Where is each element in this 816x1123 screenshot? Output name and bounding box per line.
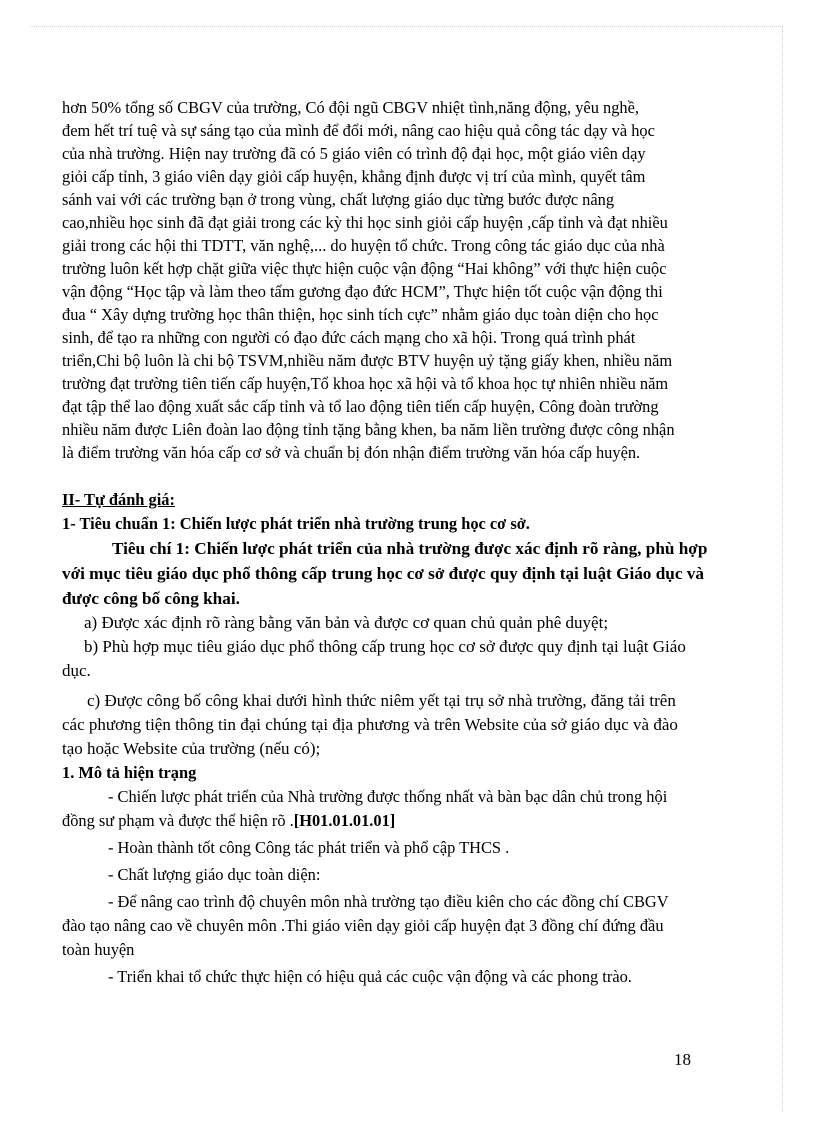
item-c <box>62 689 762 761</box>
intro-line: đua “ Xây dựng trường học thân thiện, học sinh tích cực” nhằm giáo dục toàn diện cho học <box>62 305 659 324</box>
intro-line: sinh, để tạo ra những con người có đạo đức cách mạng cho xã hội. Trong quá trình phát <box>62 328 636 347</box>
status-paragraph-5: - Triển khai tổ chức thực hiện có hiệu quả các cuộc vận động và các phong trào. <box>108 967 632 986</box>
page-number: 18 <box>674 1050 691 1069</box>
item-b <box>62 635 762 683</box>
standard-heading: 1- Tiêu chuẩn 1: Chiến lược phát triển nhà trường trung học cơ sở. <box>62 514 530 533</box>
section-heading: II- Tự đánh giá: <box>62 490 175 509</box>
intro-line: vận động “Học tập và làm theo tấm gương đạo đức HCM”, Thực hiện tốt cuộc vận động thi <box>62 282 663 301</box>
intro-paragraph <box>62 96 762 464</box>
status-paragraph-1 <box>62 785 762 833</box>
intro-line: triển,Chi bộ luôn là chi bộ TSVM,nhiều năm được BTV huyện uỷ tặng giấy khen, nhiều năm <box>62 351 673 370</box>
status-line <box>62 809 762 833</box>
intro-line: là điểm trường văn hóa cấp cơ sở và chuẩn bị đón nhận điểm trường văn hóa cấp huyện. <box>62 443 641 462</box>
item-c-line: c) Được công bố công khai dưới hình thức niêm yết tại trụ sở nhà trường, đăng tải trên <box>87 691 676 710</box>
item-c-line: các phương tiện thông tin đại chúng tại địa phương và trên Website của sở giáo dục và đào <box>62 715 678 734</box>
status-line: toàn huyện <box>62 940 135 959</box>
status-line: đào tạo nâng cao về chuyên môn .Thi giáo viên dạy giỏi cấp huyện đạt 3 đồng chí đứng đầu <box>62 916 664 935</box>
intro-line: đạt tập thể lao động xuất sắc cấp tỉnh và tổ lao động tiên tiến cấp huyện, Công đoàn trường <box>62 397 659 416</box>
intro-line: nhiều năm được Liên đoàn lao động tỉnh tặng bằng khen, ba năm liền trường được công nhận <box>62 420 675 439</box>
criterion-block <box>62 536 762 611</box>
intro-line: sánh vai với các trường bạn ở trong vùng, chất lượng giáo dục từng bước được nâng <box>62 190 615 209</box>
criterion-line: Tiêu chí 1: Chiến lược phát triển của nhà trường được xác định rõ ràng, phù hợp <box>112 539 708 558</box>
intro-line: hơn 50% tổng số CBGV của trường, Có đội ngũ CBGV nhiệt tình,năng động, yêu nghề, <box>62 98 639 117</box>
status-line-text: đồng sư phạm và được thể hiện rõ . <box>62 811 294 830</box>
status-paragraph-4 <box>62 890 762 962</box>
status-heading: 1. Mô tả hiện trạng <box>62 763 197 782</box>
intro-line: trường luôn kết hợp chặt giữa việc thực hiện cuộc vận động “Hai không” với thực hiện cuộc <box>62 259 667 278</box>
evidence-code: [H01.01.01.01] <box>293 811 396 830</box>
intro-line: trường đạt trường tiên tiến cấp huyện,Tổ khoa học xã hội và tổ khoa học tự nhiên nhiều năm <box>62 374 669 393</box>
criterion-line: với mục tiêu giáo dục phổ thông cấp trung học cơ sở được quy định tại luật Giáo dục và <box>62 564 704 583</box>
status-line: - Để nâng cao trình độ chuyên môn nhà trường tạo điều kiên cho các đồng chí CBGV <box>108 892 669 911</box>
item-c-line: tạo hoặc Website của trường (nếu có); <box>62 739 321 758</box>
item-a: a) Được xác định rõ ràng bằng văn bản và được cơ quan chủ quản phê duyệt; <box>84 613 609 632</box>
item-b-line: b) Phù hợp mục tiêu giáo dục phổ thông cấp trung học cơ sở được quy định tại luật Giáo <box>84 637 686 656</box>
status-paragraph-2: - Hoàn thành tốt công Công tác phát triển và phổ cập THCS . <box>108 838 510 857</box>
status-line: - Chiến lược phát triển của Nhà trường được thống nhất và bàn bạc dân chủ trong hội <box>108 787 668 806</box>
intro-line: giải trong các hội thi TDTT, văn nghệ,... do huyện tổ chức. Trong công tác giáo dục của nhà <box>62 236 665 255</box>
intro-line: đem hết trí tuệ và sự sáng tạo của mình để đổi mới, nâng cao hiệu quả công tác dạy và học <box>62 121 655 140</box>
status-paragraph-3: - Chất lượng giáo dục toàn diện: <box>108 865 321 884</box>
item-b-line: dục. <box>62 661 91 680</box>
document-page <box>62 96 762 989</box>
criterion-line: được công bố công khai. <box>62 589 240 608</box>
intro-line: cao,nhiều học sinh đã đạt giải trong các kỳ thi học sinh giỏi cấp huyện ,cấp tỉnh và đạt nhiều <box>62 213 668 232</box>
intro-line: giỏi cấp tỉnh, 3 giáo viên dạy giỏi cấp huyện, khẳng định được vị trí của mình, quyết tâm <box>62 167 646 186</box>
intro-line: của nhà trường. Hiện nay trường đã có 5 giáo viên có trình độ đại học, một giáo viên dạy <box>62 144 646 163</box>
